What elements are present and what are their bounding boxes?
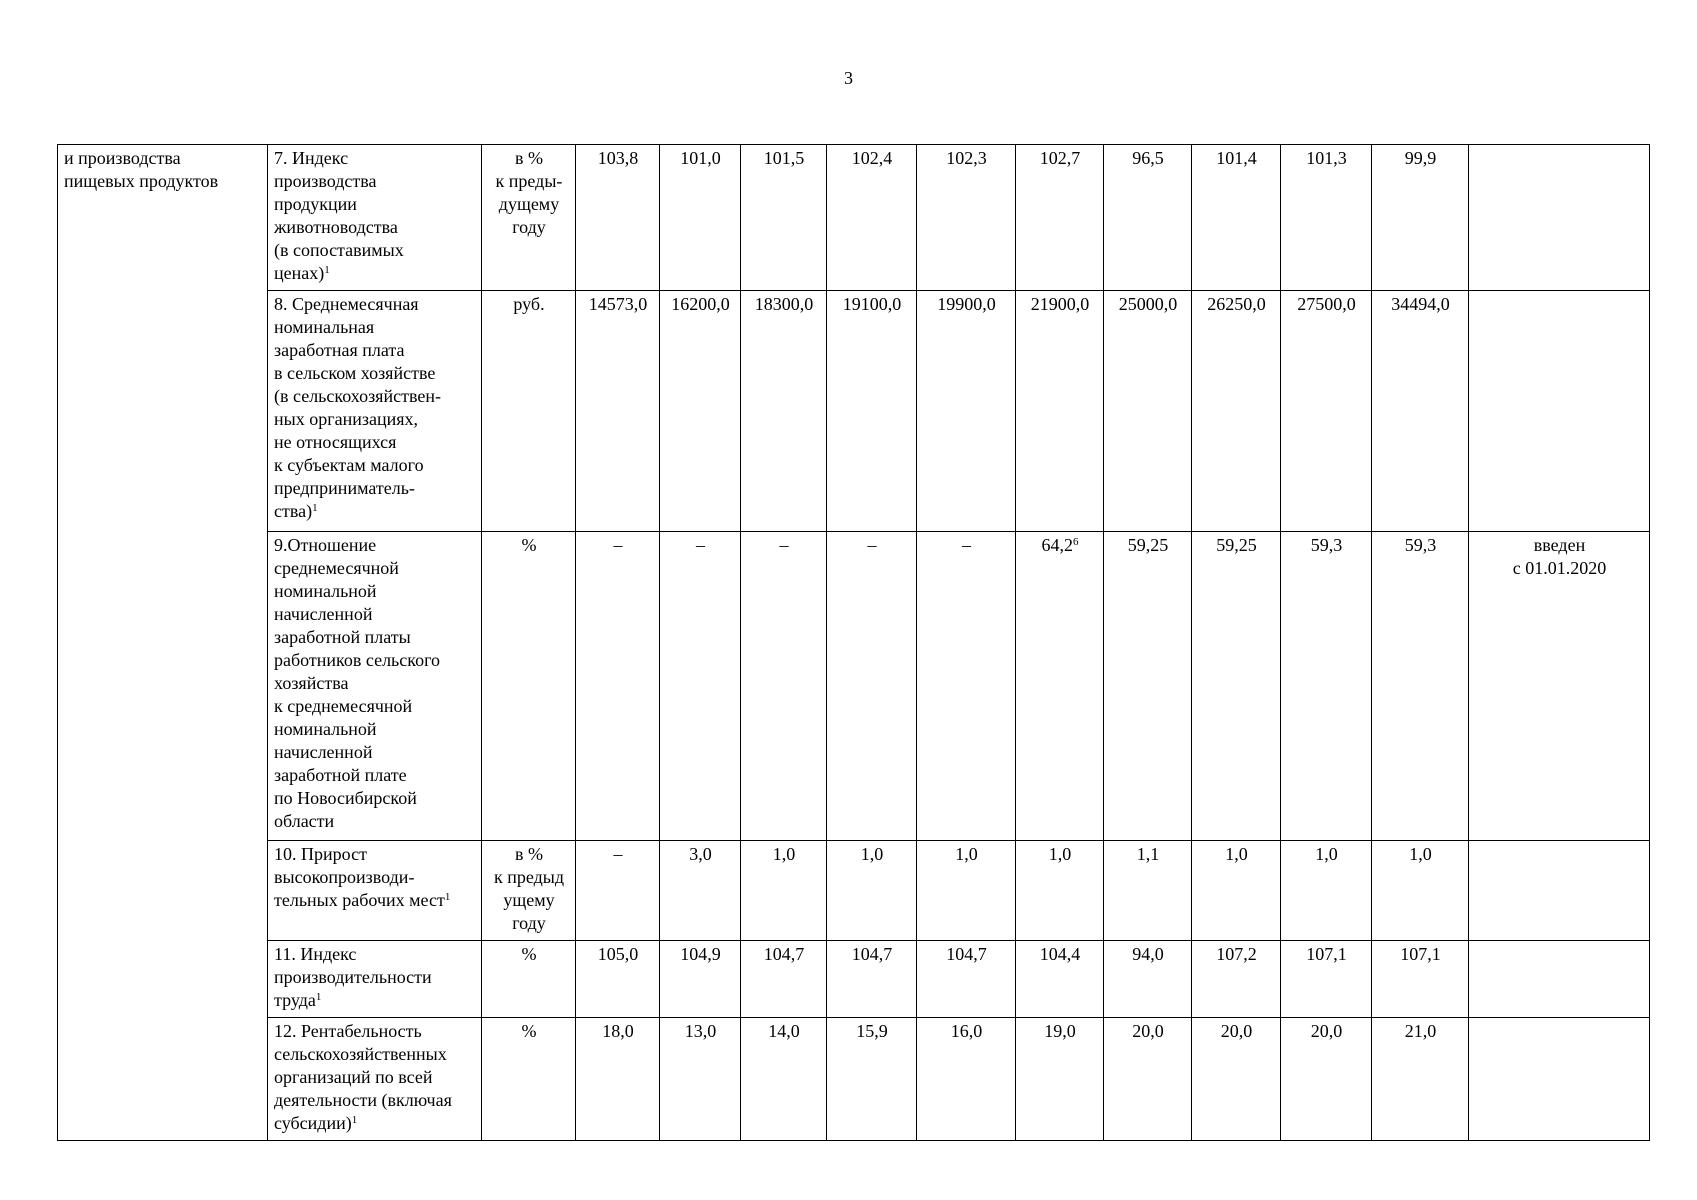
value-cell: 104,9 <box>660 941 741 1018</box>
table-row <box>58 291 1650 532</box>
value-cell: 14573,0 <box>576 291 660 532</box>
value-cell: 107,1 <box>1372 941 1469 1018</box>
value-cell: 1,0 <box>917 841 1016 941</box>
footnote-ref: 6 <box>1073 536 1079 548</box>
value-cell: 96,5 <box>1104 145 1192 291</box>
unit-cell: в % к преды- дущему году <box>482 145 576 291</box>
footnote-ref: 1 <box>315 991 322 1003</box>
table-row <box>58 1018 1650 1141</box>
table-row <box>58 841 1650 941</box>
value-cell: 20,0 <box>1104 1018 1192 1141</box>
value-cell: 19,0 <box>1016 1018 1104 1141</box>
value-cell: – <box>576 841 660 941</box>
value-cell: 104,7 <box>827 941 917 1018</box>
value-cell: 16200,0 <box>660 291 741 532</box>
footnote-ref: 1 <box>324 264 330 276</box>
value-cell: 105,0 <box>576 941 660 1018</box>
value-cell: 101,0 <box>660 145 741 291</box>
value-text: 64,2 <box>1041 535 1073 555</box>
value-cell <box>1016 532 1104 841</box>
value-cell: 102,7 <box>1016 145 1104 291</box>
note-cell <box>1469 1018 1650 1141</box>
value-cell: 104,4 <box>1016 941 1104 1018</box>
category-cell: и производства пищевых продуктов <box>58 145 268 1141</box>
table-row <box>58 941 1650 1018</box>
value-cell: – <box>576 532 660 841</box>
value-cell: 102,4 <box>827 145 917 291</box>
value-cell: 99,9 <box>1372 145 1469 291</box>
unit-cell: руб. <box>482 291 576 532</box>
note-cell <box>1469 145 1650 291</box>
value-cell: 14,0 <box>741 1018 827 1141</box>
table-row <box>58 145 1650 291</box>
indicator-name-cell <box>268 841 482 941</box>
value-cell: 20,0 <box>1192 1018 1281 1141</box>
indicator-name: 11. Индекс производительности труда <box>274 944 432 1010</box>
value-cell: 107,1 <box>1281 941 1372 1018</box>
indicator-name: 7. Индекс производства продукции животноводства (в сопоставимых ценах) <box>274 148 404 283</box>
indicator-name-cell <box>268 291 482 532</box>
value-cell: 59,3 <box>1281 532 1372 841</box>
value-cell: 101,5 <box>741 145 827 291</box>
note-cell: введен с 01.01.2020 <box>1469 532 1650 841</box>
indicator-name-cell <box>268 145 482 291</box>
value-cell: 25000,0 <box>1104 291 1192 532</box>
value-cell: 26250,0 <box>1192 291 1281 532</box>
value-cell: 34494,0 <box>1372 291 1469 532</box>
value-cell: 103,8 <box>576 145 660 291</box>
value-cell: 3,0 <box>660 841 741 941</box>
value-cell: 16,0 <box>917 1018 1016 1141</box>
note-cell <box>1469 291 1650 532</box>
indicator-name-cell <box>268 941 482 1018</box>
indicator-name-cell <box>268 532 482 841</box>
value-cell: 59,25 <box>1192 532 1281 841</box>
footnote-ref: 1 <box>312 502 318 514</box>
value-cell: 1,0 <box>1372 841 1469 941</box>
value-cell: 15,9 <box>827 1018 917 1141</box>
value-cell: 1,0 <box>1281 841 1372 941</box>
indicator-table <box>57 144 1650 1141</box>
value-cell: 21900,0 <box>1016 291 1104 532</box>
value-cell: 59,25 <box>1104 532 1192 841</box>
value-cell: 13,0 <box>660 1018 741 1141</box>
value-cell: 18,0 <box>576 1018 660 1141</box>
unit-cell: % <box>482 1018 576 1141</box>
table-body <box>58 145 1650 1141</box>
value-cell: 19100,0 <box>827 291 917 532</box>
value-cell: 19900,0 <box>917 291 1016 532</box>
value-cell: 101,4 <box>1192 145 1281 291</box>
footnote-ref: 1 <box>444 891 451 903</box>
value-cell: – <box>827 532 917 841</box>
indicator-name: 8. Среднемесячная номинальная заработная плата в сельском хозяйстве (в сельскохозяйствен- ных организациях, не относящихся к субъектам малого предприниматель- ства) <box>274 294 441 521</box>
table-row <box>58 532 1650 841</box>
value-cell: 104,7 <box>741 941 827 1018</box>
value-cell: 20,0 <box>1281 1018 1372 1141</box>
indicator-name: 12. Рентабельность сельскохозяйственных организаций по всей деятельности (включая субсидии) <box>274 1021 452 1133</box>
unit-cell: % <box>482 941 576 1018</box>
value-cell: – <box>741 532 827 841</box>
value-cell: 107,2 <box>1192 941 1281 1018</box>
indicator-name: 9.Отношение среднемесячной номинальной начисленной заработной платы работников сельского хозяйства к среднемесячной номинальной начисленной заработной плате по Новосибирской области <box>274 535 441 831</box>
value-cell: 21,0 <box>1372 1018 1469 1141</box>
unit-cell: в % к предыд ущему году <box>482 841 576 941</box>
footnote-ref: 1 <box>351 1114 358 1126</box>
value-cell: 1,0 <box>1192 841 1281 941</box>
indicator-name: 10. Прирост высокопроизводи- тельных рабочих мест <box>274 844 445 910</box>
value-cell: 101,3 <box>1281 145 1372 291</box>
note-cell <box>1469 941 1650 1018</box>
value-cell: – <box>917 532 1016 841</box>
note-cell <box>1469 841 1650 941</box>
page-number: 3 <box>844 68 853 88</box>
value-cell: 104,7 <box>917 941 1016 1018</box>
value-cell: 1,0 <box>1016 841 1104 941</box>
value-cell: 1,1 <box>1104 841 1192 941</box>
value-cell: 102,3 <box>917 145 1016 291</box>
value-cell: 18300,0 <box>741 291 827 532</box>
unit-cell: % <box>482 532 576 841</box>
value-cell: 59,3 <box>1372 532 1469 841</box>
value-cell: 1,0 <box>741 841 827 941</box>
value-cell: 27500,0 <box>1281 291 1372 532</box>
indicator-name-cell <box>268 1018 482 1141</box>
value-cell: – <box>660 532 741 841</box>
value-cell: 94,0 <box>1104 941 1192 1018</box>
value-cell: 1,0 <box>827 841 917 941</box>
